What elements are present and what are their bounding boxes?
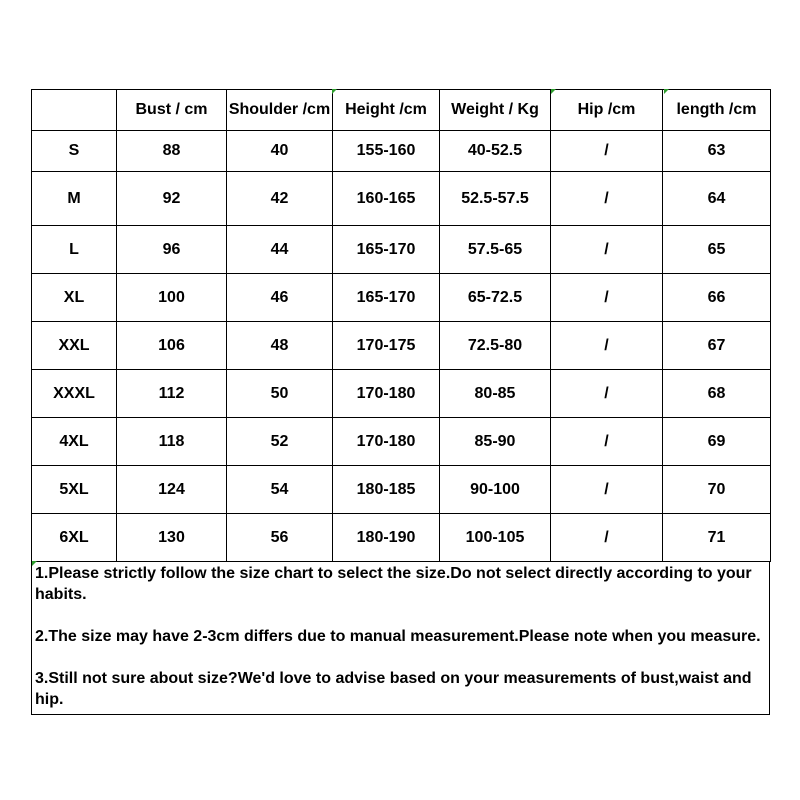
size-chart bbox=[31, 89, 770, 715]
table-cell: 155-160 bbox=[333, 131, 440, 172]
table-cell: 92 bbox=[117, 172, 227, 226]
size-table bbox=[31, 89, 771, 562]
table-cell: 180-190 bbox=[333, 514, 440, 562]
table-cell: 69 bbox=[663, 418, 771, 466]
table-cell: 44 bbox=[227, 226, 333, 274]
table-row bbox=[32, 370, 771, 418]
header-cell: Weight / Kg bbox=[440, 90, 551, 131]
table-cell: 70 bbox=[663, 466, 771, 514]
table-cell: 56 bbox=[227, 514, 333, 562]
header-cell: Bust / cm bbox=[117, 90, 227, 131]
table-cell: 165-170 bbox=[333, 226, 440, 274]
table-cell: / bbox=[551, 274, 663, 322]
table-cell: 40 bbox=[227, 131, 333, 172]
header-row bbox=[32, 90, 771, 131]
table-cell: / bbox=[551, 322, 663, 370]
table-cell: 170-175 bbox=[333, 322, 440, 370]
table-row bbox=[32, 514, 771, 562]
table-cell: / bbox=[551, 370, 663, 418]
table-cell: 118 bbox=[117, 418, 227, 466]
notes-box bbox=[31, 562, 770, 715]
table-cell: / bbox=[551, 172, 663, 226]
table-cell: 66 bbox=[663, 274, 771, 322]
table-cell: 48 bbox=[227, 322, 333, 370]
table-cell: / bbox=[551, 418, 663, 466]
table-cell: 65 bbox=[663, 226, 771, 274]
table-cell: / bbox=[551, 226, 663, 274]
table-row bbox=[32, 172, 771, 226]
table-cell: 165-170 bbox=[333, 274, 440, 322]
table-row bbox=[32, 466, 771, 514]
size-label-cell: XL bbox=[32, 274, 117, 322]
cell-marker bbox=[664, 89, 669, 94]
table-cell: 170-180 bbox=[333, 370, 440, 418]
table-cell: 170-180 bbox=[333, 418, 440, 466]
header-cell: length /cm bbox=[663, 90, 771, 131]
note-1: 1.Please strictly follow the size chart to select the size.Do not select directly according to your habits. bbox=[35, 565, 752, 603]
table-cell: 71 bbox=[663, 514, 771, 562]
table-cell: 46 bbox=[227, 274, 333, 322]
table-cell: / bbox=[551, 514, 663, 562]
table-cell: 67 bbox=[663, 322, 771, 370]
table-cell: 180-185 bbox=[333, 466, 440, 514]
header-cell: Hip /cm bbox=[551, 90, 663, 131]
table-row bbox=[32, 274, 771, 322]
size-label-cell: M bbox=[32, 172, 117, 226]
table-cell: 64 bbox=[663, 172, 771, 226]
header-cell: Shoulder /cm bbox=[227, 90, 333, 131]
table-cell: / bbox=[551, 131, 663, 172]
cell-marker bbox=[551, 89, 556, 94]
table-cell: 112 bbox=[117, 370, 227, 418]
table-cell: 72.5-80 bbox=[440, 322, 551, 370]
size-label-cell: 4XL bbox=[32, 418, 117, 466]
table-cell: 124 bbox=[117, 466, 227, 514]
size-label-cell: S bbox=[32, 131, 117, 172]
table-cell: 96 bbox=[117, 226, 227, 274]
table-cell: 100 bbox=[117, 274, 227, 322]
table-cell: 63 bbox=[663, 131, 771, 172]
header-cell: Height /cm bbox=[333, 90, 440, 131]
table-cell: 130 bbox=[117, 514, 227, 562]
table-row bbox=[32, 418, 771, 466]
size-label-cell: 5XL bbox=[32, 466, 117, 514]
table-cell: 52.5-57.5 bbox=[440, 172, 551, 226]
cell-marker bbox=[332, 89, 337, 94]
table-cell: 54 bbox=[227, 466, 333, 514]
table-cell: 88 bbox=[117, 131, 227, 172]
header-cell-size bbox=[32, 90, 117, 131]
table-cell: 90-100 bbox=[440, 466, 551, 514]
table-row bbox=[32, 322, 771, 370]
table-cell: 106 bbox=[117, 322, 227, 370]
table-cell: 50 bbox=[227, 370, 333, 418]
size-label-cell: XXL bbox=[32, 322, 117, 370]
table-cell: 42 bbox=[227, 172, 333, 226]
table-cell: 57.5-65 bbox=[440, 226, 551, 274]
table-cell: / bbox=[551, 466, 663, 514]
table-cell: 100-105 bbox=[440, 514, 551, 562]
note-2: 2.The size may have 2-3cm differs due to manual measurement.Please note when you measure. bbox=[35, 628, 761, 645]
cell-marker bbox=[32, 561, 37, 566]
size-label-cell: 6XL bbox=[32, 514, 117, 562]
table-cell: 52 bbox=[227, 418, 333, 466]
size-label-cell: XXXL bbox=[32, 370, 117, 418]
table-cell: 68 bbox=[663, 370, 771, 418]
table-row bbox=[32, 131, 771, 172]
table-cell: 160-165 bbox=[333, 172, 440, 226]
table-cell: 65-72.5 bbox=[440, 274, 551, 322]
table-cell: 85-90 bbox=[440, 418, 551, 466]
note-3: 3.Still not sure about size?We'd love to advise based on your measurements of bust,waist and hip. bbox=[35, 670, 752, 708]
size-label-cell: L bbox=[32, 226, 117, 274]
table-cell: 40-52.5 bbox=[440, 131, 551, 172]
table-row bbox=[32, 226, 771, 274]
table-cell: 80-85 bbox=[440, 370, 551, 418]
